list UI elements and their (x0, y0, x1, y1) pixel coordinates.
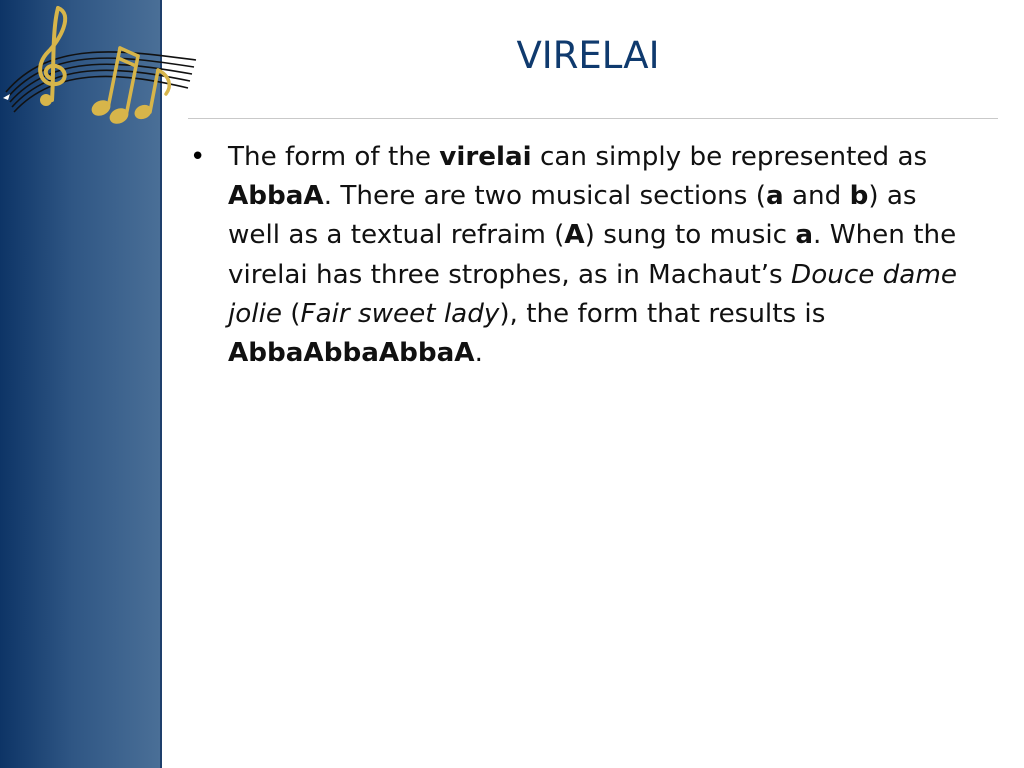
text-run: . When the virelai has three strophes, as in Machaut’s (228, 220, 957, 290)
text-run: ( (281, 298, 301, 329)
section-a: a (765, 181, 784, 212)
form-abbaa: AbbaA (228, 181, 324, 212)
title-divider (188, 118, 998, 119)
text-run: . (474, 338, 483, 369)
text-run: ) sung to music (584, 220, 796, 251)
text-run: and (783, 181, 850, 212)
text-run: The form of the (228, 142, 440, 172)
term-virelai: virelai (439, 142, 532, 172)
work-translation-italic: Fair sweet lady (300, 298, 500, 329)
music-a: a (795, 220, 814, 251)
text-run: . There are two musical sections ( (323, 181, 766, 212)
work-title-italic: Douce dame jolie (228, 259, 957, 329)
section-b: b (849, 181, 869, 212)
bullet-text (228, 138, 968, 373)
text-run: ) as well as a textual refraim ( (228, 181, 917, 251)
text-run: can simply be represented as (531, 142, 928, 172)
bullet-marker: • (190, 142, 206, 172)
refrain-a: A (564, 220, 585, 251)
slide-body (190, 138, 980, 373)
form-result: AbbaAbbaAbbaA (228, 338, 475, 369)
slide-title: VIRELAI (516, 34, 660, 77)
text-run: ), the form that results is (499, 298, 826, 329)
music-notes-icon (0, 0, 200, 130)
bullet-item (190, 138, 980, 373)
